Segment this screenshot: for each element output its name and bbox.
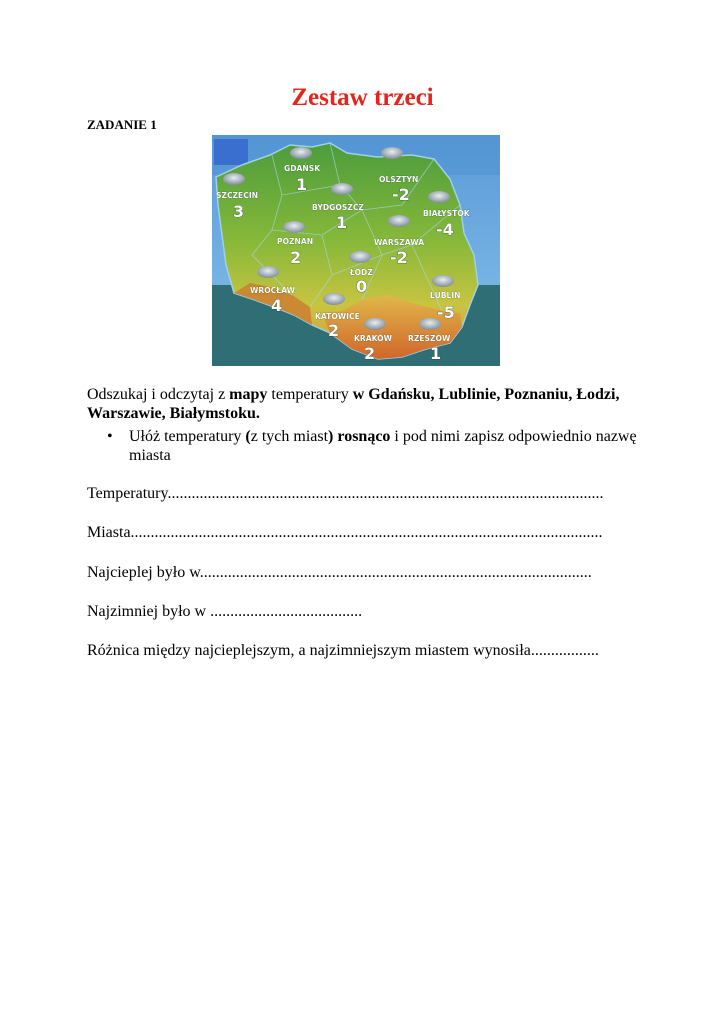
city-temp: 2 — [364, 344, 376, 363]
instruction-text: temperatury — [267, 386, 353, 403]
cloud-icon — [283, 221, 305, 233]
answer-line-warmest[interactable]: Najcieplej było w.................................................................................................. — [87, 564, 592, 581]
answer-line-cities[interactable]: Miasta...................................................................................................................... — [87, 524, 603, 541]
city-name: LUBLIN — [430, 291, 461, 300]
bullet-text — [129, 427, 649, 465]
corner-square — [214, 139, 248, 165]
city-temp: 2 — [290, 248, 302, 267]
cloud-icon — [349, 251, 371, 263]
city-name: ŁÓDŹ — [350, 268, 373, 277]
bullet-text-part: i pod nimi zapisz odpowiednio nazwę miasta — [129, 428, 637, 464]
city-temp: -2 — [392, 185, 410, 204]
city-name: GDAŃSK — [284, 164, 321, 173]
bullet-bold-part: rosnąco — [337, 428, 391, 445]
city-temp: -5 — [437, 303, 455, 322]
city-temp: 1 — [296, 175, 308, 194]
task-label: ZADANIE 1 — [87, 117, 157, 132]
city-temp: 2 — [328, 321, 340, 340]
weather-map-graphic — [212, 135, 500, 366]
bullet-bold-part: ( — [245, 428, 251, 445]
bullet-bold-part: ) — [328, 428, 334, 445]
cloud-icon — [290, 147, 312, 159]
bullet-text-part: Ułóż temperatury — [129, 428, 246, 445]
cloud-icon — [257, 266, 279, 278]
cloud-icon — [381, 147, 403, 159]
city-temp: 3 — [233, 202, 245, 221]
cloud-icon — [331, 183, 353, 195]
city-name: WROCŁAW — [250, 286, 296, 295]
answer-line-difference[interactable]: Różnica między najcieplejszym, a najzimniejszym miastem wynosiła................. — [87, 642, 599, 659]
city-name: BIAŁYSTOK — [423, 209, 470, 218]
cloud-icon — [419, 318, 441, 330]
city-temp: 4 — [271, 296, 283, 315]
bullet-text-part: z tych miast — [250, 428, 329, 445]
city-name: KATOWICE — [315, 312, 360, 321]
instruction-text: Odszukaj i odczytaj z — [87, 386, 230, 403]
bullet-dot-icon: • — [107, 428, 113, 445]
cloud-icon — [223, 173, 245, 185]
cloud-icon — [323, 293, 345, 305]
city-name: WARSZAWA — [374, 238, 425, 247]
city-name: SZCZECIN — [216, 191, 258, 200]
city-name: RZESZÓW — [408, 334, 451, 343]
instruction-bold-cities: w Gdańsku, Lublinie, Poznaniu, Łodzi, Warszawie, Białymstoku. — [87, 386, 620, 422]
answer-line-temperatures[interactable]: Temperatury............................................................................................................. — [87, 485, 604, 502]
city-temp: 0 — [356, 277, 368, 296]
city-temp: -2 — [390, 248, 408, 267]
cloud-icon — [388, 215, 410, 227]
weather-map — [212, 135, 500, 366]
instruction-bold-maps: mapy — [229, 386, 268, 403]
city-name: OLSZTYN — [379, 175, 419, 184]
city-name: KRAKÓW — [354, 334, 392, 343]
document-title: Zestaw trzeci — [291, 84, 434, 111]
city-name: BYDGOSZCZ — [312, 203, 364, 212]
answer-line-coldest[interactable]: Najzimniej było w ...................................... — [87, 603, 363, 620]
instruction-paragraph — [87, 385, 647, 423]
city-temp: -4 — [436, 220, 454, 239]
city-temp: 1 — [336, 213, 348, 232]
cloud-icon — [364, 318, 386, 330]
city-name: POZNAŃ — [277, 237, 314, 246]
cloud-icon — [428, 191, 450, 203]
city-temp: 1 — [430, 344, 442, 363]
cloud-icon — [432, 275, 454, 287]
